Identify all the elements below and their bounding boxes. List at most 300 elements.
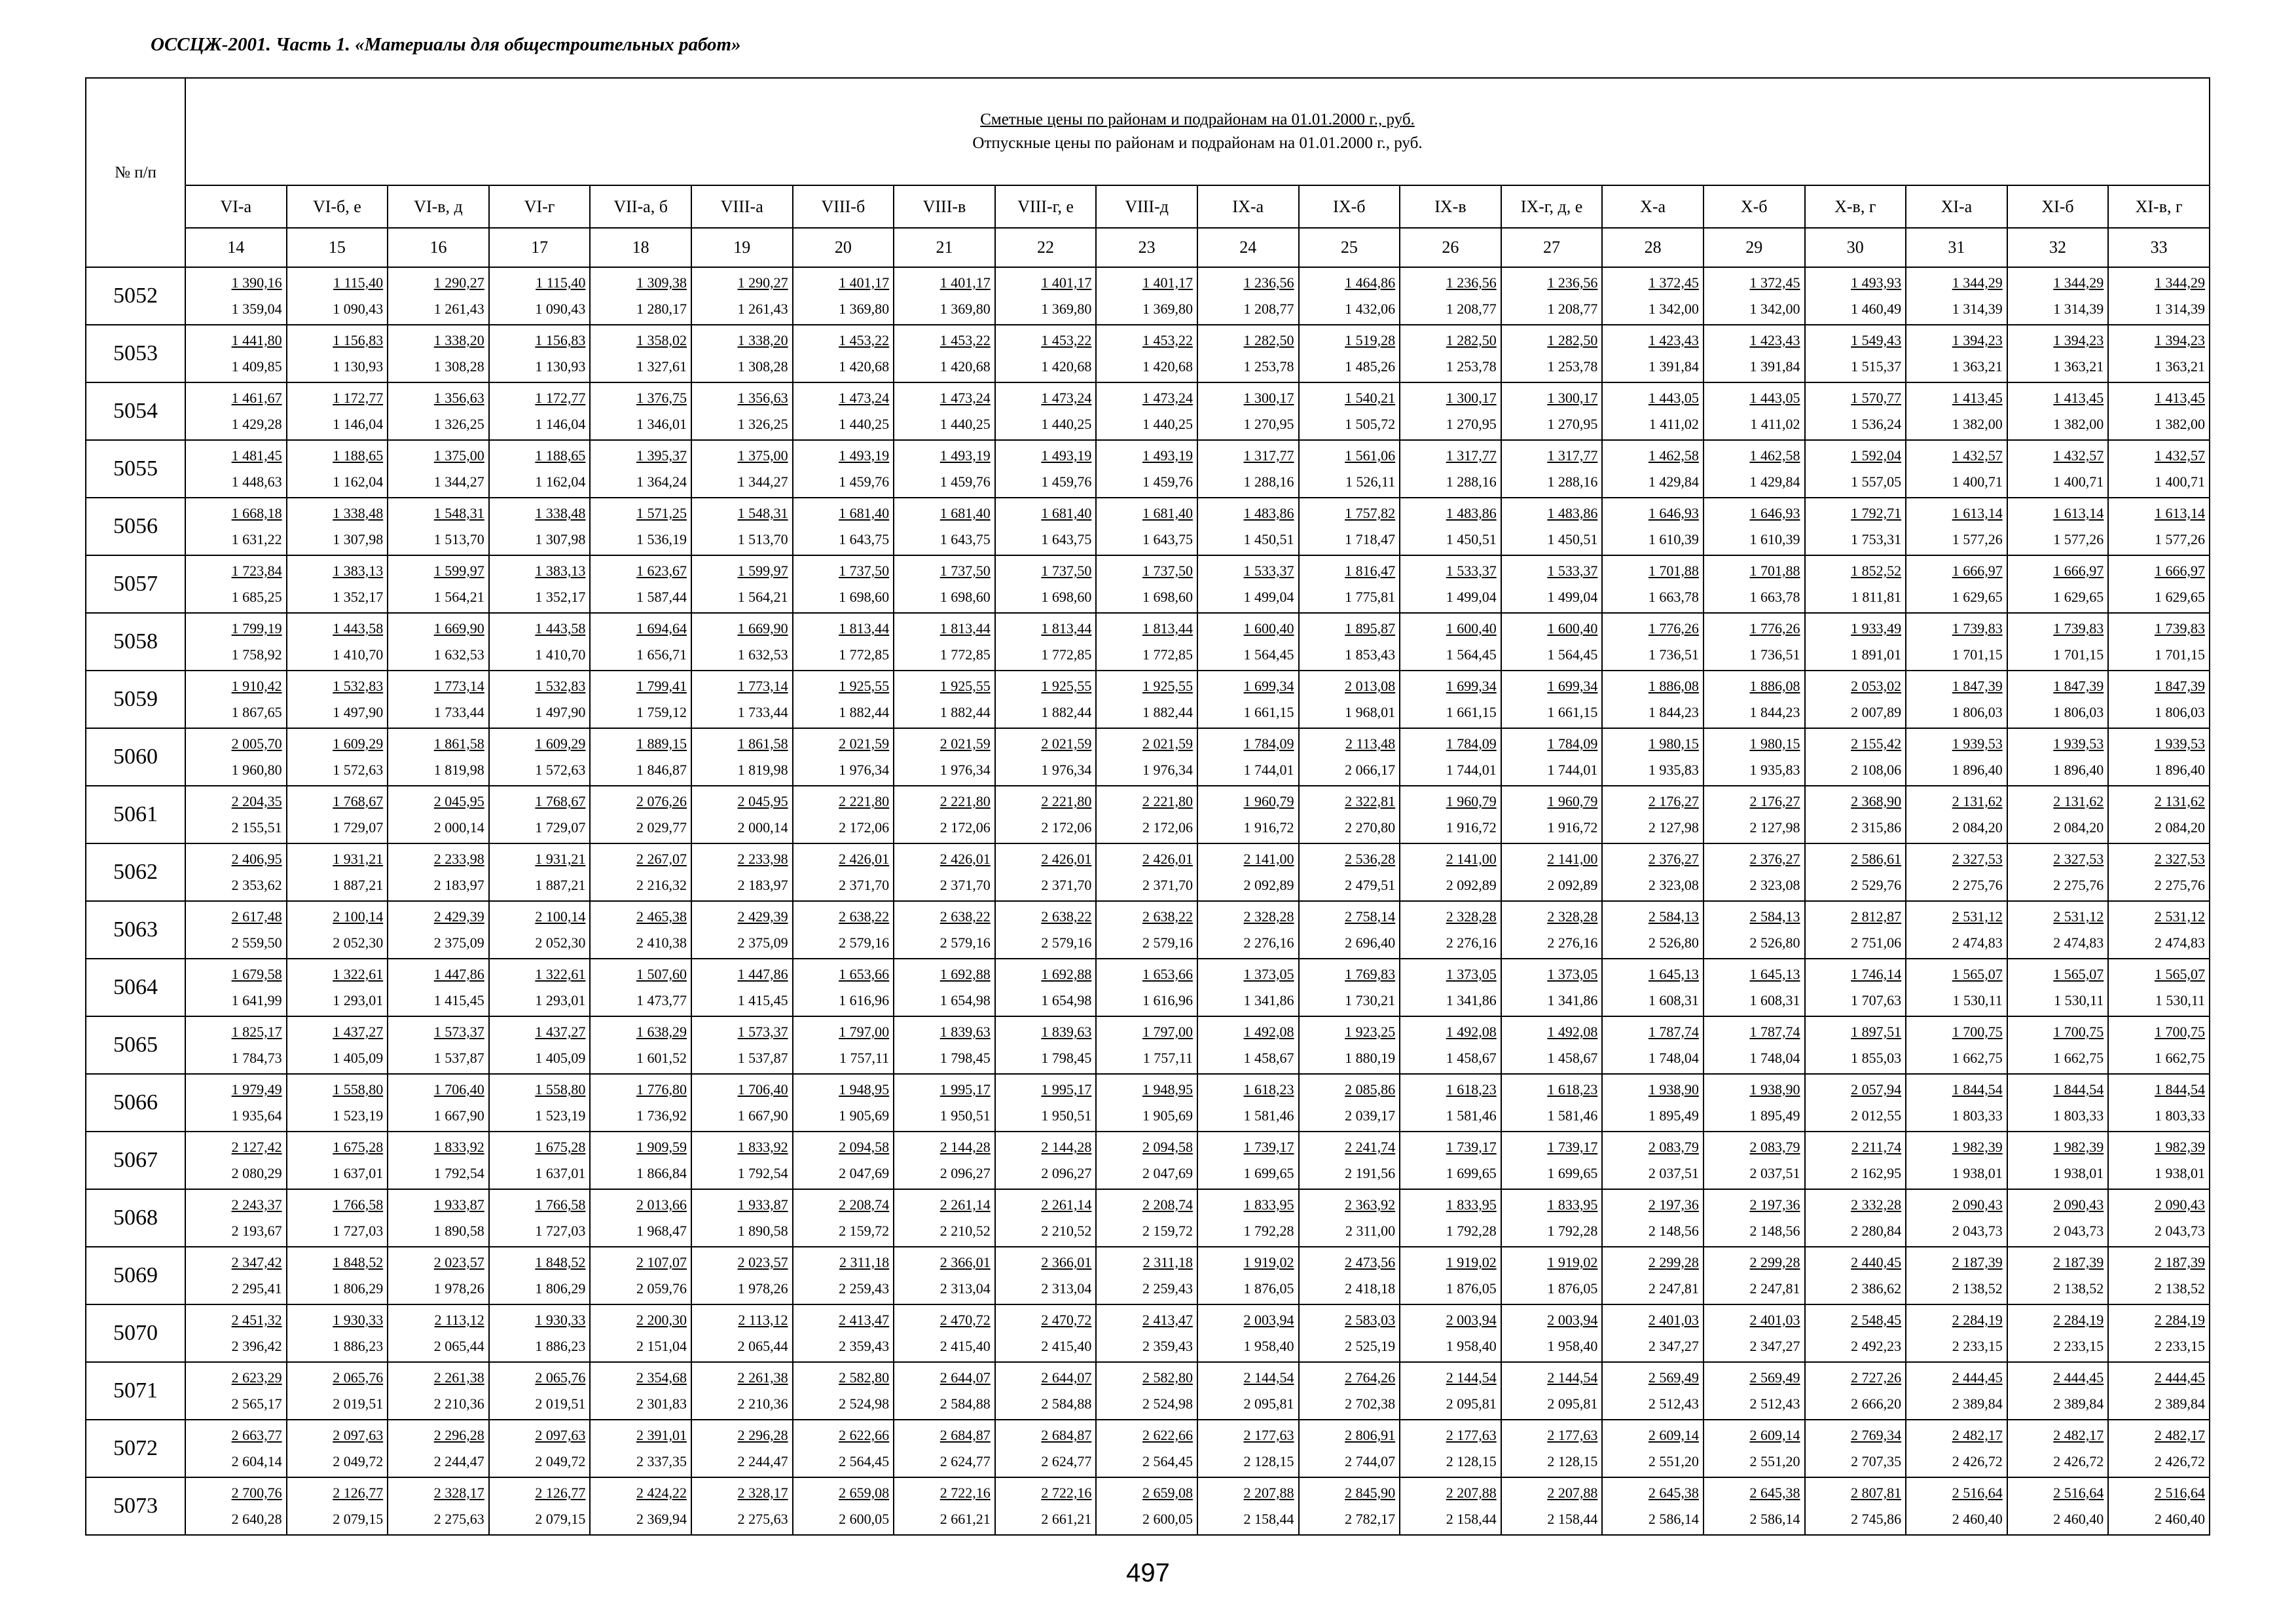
price-cell	[388, 440, 489, 498]
estimated-price: 1 861,58	[433, 735, 484, 752]
estimated-price: 2 617,48	[231, 908, 282, 925]
estimated-price: 2 328,28	[1446, 908, 1497, 925]
price-cell	[1197, 1016, 1299, 1074]
price-cell	[1602, 1362, 1704, 1420]
estimated-price: 2 097,63	[333, 1427, 384, 1443]
release-price: 2 337,35	[636, 1453, 687, 1469]
release-price: 2 172,06	[839, 819, 890, 836]
price-cell	[388, 843, 489, 901]
estimated-price: 1 401,17	[939, 274, 991, 291]
estimated-price: 2 663,77	[231, 1427, 282, 1443]
estimated-price: 2 094,58	[839, 1139, 890, 1155]
estimated-price: 2 366,01	[939, 1254, 991, 1270]
estimated-price: 2 100,14	[333, 908, 384, 925]
release-price: 2 524,98	[839, 1395, 890, 1412]
release-price: 1 935,83	[1648, 762, 1699, 778]
estimated-price: 2 569,49	[1749, 1369, 1800, 1386]
release-price: 2 158,44	[1446, 1511, 1497, 1527]
release-price: 1 887,21	[333, 877, 384, 893]
release-price: 1 513,70	[737, 531, 788, 547]
price-cell	[1906, 267, 2007, 325]
release-price: 1 866,84	[636, 1165, 687, 1181]
table-row	[86, 440, 2210, 498]
price-cell	[590, 1016, 691, 1074]
estimated-price: 1 432,57	[2155, 447, 2205, 464]
estimated-price: 2 531,12	[2155, 908, 2205, 925]
estimated-price: 2 144,54	[1243, 1369, 1294, 1386]
release-price: 2 600,05	[1142, 1511, 1193, 1527]
price-cell	[1805, 382, 1906, 440]
rowid-header: № п/п	[86, 78, 185, 267]
release-price: 1 326,25	[737, 416, 788, 432]
price-cell	[1805, 613, 1906, 671]
estimated-price: 2 845,90	[1345, 1485, 1396, 1501]
estimated-price: 2 609,14	[1648, 1427, 1699, 1443]
estimated-price: 1 473,24	[839, 390, 890, 406]
release-price: 2 162,95	[1851, 1165, 1902, 1181]
estimated-price: 1 706,40	[737, 1081, 788, 1098]
estimated-price: 2 473,56	[1345, 1254, 1396, 1270]
release-price: 2 564,45	[839, 1453, 890, 1469]
release-price: 1 792,28	[1243, 1223, 1294, 1239]
estimated-price: 1 739,17	[1446, 1139, 1497, 1155]
price-cell	[691, 1189, 793, 1247]
release-price: 2 259,43	[839, 1280, 890, 1297]
release-price: 2 148,56	[1648, 1223, 1699, 1239]
release-price: 1 346,01	[636, 416, 687, 432]
price-cell	[793, 843, 894, 901]
release-price: 1 792,28	[1446, 1223, 1497, 1239]
price-cell	[995, 325, 1097, 382]
region-header: X-б	[1704, 185, 1805, 228]
release-price: 2 579,16	[839, 934, 890, 951]
release-price: 1 882,44	[1041, 704, 1092, 720]
estimated-price: 1 290,27	[737, 274, 788, 291]
price-cell	[2007, 440, 2109, 498]
row-number: 5058	[86, 613, 185, 671]
release-price: 2 043,73	[2053, 1223, 2104, 1239]
price-cell	[1805, 671, 1906, 728]
price-cell	[1602, 325, 1704, 382]
price-cell	[691, 1247, 793, 1304]
release-price: 1 853,43	[1345, 646, 1396, 663]
estimated-price: 2 233,98	[737, 851, 788, 867]
estimated-price: 1 675,28	[535, 1139, 586, 1155]
column-number: 20	[793, 228, 894, 267]
price-cell	[1805, 1132, 1906, 1189]
estimated-price: 1 769,83	[1345, 966, 1396, 982]
release-price: 2 210,36	[433, 1395, 484, 1412]
release-price: 1 400,71	[2155, 473, 2205, 490]
release-price: 1 968,47	[636, 1223, 687, 1239]
price-cell	[2007, 613, 2109, 671]
release-price: 2 127,98	[1749, 819, 1800, 836]
price-cell	[1805, 267, 1906, 325]
estimated-price: 1 549,43	[1851, 332, 1902, 348]
price-cell	[1704, 1362, 1805, 1420]
release-price: 2 375,09	[433, 934, 484, 951]
release-price: 1 090,43	[535, 301, 586, 317]
estimated-price: 2 057,94	[1851, 1081, 1902, 1098]
release-price: 1 459,76	[1142, 473, 1193, 490]
price-cell	[1400, 555, 1501, 613]
price-cell	[590, 728, 691, 786]
estimated-price: 2 076,26	[636, 793, 687, 809]
price-cell	[1704, 959, 1805, 1016]
estimated-price: 1 394,23	[2155, 332, 2205, 348]
price-cell	[489, 728, 591, 786]
price-cell	[489, 1016, 591, 1074]
price-cell	[894, 267, 995, 325]
price-cell	[1602, 1247, 1704, 1304]
release-price: 2 661,21	[939, 1511, 991, 1527]
price-cell	[2108, 843, 2210, 901]
estimated-price: 2 131,62	[2155, 793, 2205, 809]
price-cell	[489, 1477, 591, 1535]
release-price: 1 499,04	[1547, 589, 1598, 605]
price-cell	[995, 267, 1097, 325]
estimated-price: 1 723,84	[231, 563, 282, 579]
price-cell	[1299, 728, 1400, 786]
estimated-price: 1 613,14	[2053, 505, 2104, 521]
price-cell	[388, 1132, 489, 1189]
estimated-price: 1 757,82	[1345, 505, 1396, 521]
release-price: 1 288,16	[1547, 473, 1598, 490]
estimated-price: 1 938,90	[1749, 1081, 1800, 1098]
estimated-price: 1 910,42	[231, 678, 282, 694]
release-price: 1 806,29	[333, 1280, 384, 1297]
release-price: 2 371,70	[1142, 877, 1193, 893]
release-price: 1 886,23	[333, 1338, 384, 1354]
release-price: 1 459,76	[939, 473, 991, 490]
price-cell	[1197, 325, 1299, 382]
estimated-price: 2 376,27	[1749, 851, 1800, 867]
price-cell	[894, 1247, 995, 1304]
estimated-price: 1 236,56	[1547, 274, 1598, 291]
price-cell	[590, 267, 691, 325]
release-price: 1 938,01	[2155, 1165, 2205, 1181]
estimated-price: 1 492,08	[1547, 1024, 1598, 1040]
estimated-price: 1 493,19	[939, 447, 991, 464]
release-price: 1 270,95	[1446, 416, 1497, 432]
estimated-price: 1 995,17	[1041, 1081, 1092, 1098]
price-cell	[1906, 1304, 2007, 1362]
release-price: 1 344,27	[737, 473, 788, 490]
price-cell	[894, 613, 995, 671]
estimated-price: 1 925,55	[939, 678, 991, 694]
release-price: 1 819,98	[737, 762, 788, 778]
price-cell	[489, 440, 591, 498]
release-price: 1 916,72	[1243, 819, 1294, 836]
price-cell	[894, 1074, 995, 1132]
estimated-price: 1 646,93	[1648, 505, 1699, 521]
estimated-price: 1 792,71	[1851, 505, 1902, 521]
price-cell	[287, 1247, 388, 1304]
price-cell	[1906, 1420, 2007, 1477]
estimated-price: 1 356,63	[737, 390, 788, 406]
price-cell	[590, 1132, 691, 1189]
estimated-price: 2 426,01	[1041, 851, 1092, 867]
price-cell	[1906, 382, 2007, 440]
price-cell	[1906, 843, 2007, 901]
estimated-price: 1 236,56	[1243, 274, 1294, 291]
estimated-price: 1 776,26	[1749, 620, 1800, 637]
estimated-price: 2 322,81	[1345, 793, 1396, 809]
estimated-price: 1 533,37	[1243, 563, 1294, 579]
estimated-price: 1 401,17	[839, 274, 890, 291]
release-price: 1 661,15	[1243, 704, 1294, 720]
release-price: 1 440,25	[1142, 416, 1193, 432]
price-cell	[287, 1074, 388, 1132]
price-cell	[1400, 1304, 1501, 1362]
price-cell	[793, 1016, 894, 1074]
release-price: 2 128,15	[1547, 1453, 1598, 1469]
release-price: 1 359,04	[231, 301, 282, 317]
release-price: 1 938,01	[1952, 1165, 2003, 1181]
price-cell	[1501, 1074, 1603, 1132]
release-price: 1 460,49	[1851, 301, 1902, 317]
price-cell	[1602, 1304, 1704, 1362]
estimated-price: 1 376,75	[636, 390, 687, 406]
estimated-price: 1 982,39	[1952, 1139, 2003, 1155]
estimated-price: 2 516,64	[1952, 1485, 2003, 1501]
release-price: 1 819,98	[433, 762, 484, 778]
price-cell	[995, 1132, 1097, 1189]
row-number: 5072	[86, 1420, 185, 1477]
release-price: 2 474,83	[2155, 934, 2205, 951]
estimated-price: 1 847,39	[1952, 678, 2003, 694]
price-cell	[388, 382, 489, 440]
estimated-price: 2 536,28	[1345, 851, 1396, 867]
price-cell	[1501, 901, 1603, 959]
price-cell	[2007, 1477, 2109, 1535]
price-cell	[1096, 267, 1197, 325]
release-price: 1 744,01	[1243, 762, 1294, 778]
estimated-price: 1 309,38	[636, 274, 687, 291]
estimated-price: 2 299,28	[1749, 1254, 1800, 1270]
release-price: 1 440,25	[1041, 416, 1092, 432]
price-cell	[1906, 498, 2007, 555]
estimated-price: 1 483,86	[1446, 505, 1497, 521]
price-cell	[1096, 555, 1197, 613]
estimated-price: 2 221,80	[939, 793, 991, 809]
estimated-price: 2 391,01	[636, 1427, 687, 1443]
estimated-price: 2 332,28	[1851, 1196, 1902, 1213]
price-cell	[1400, 440, 1501, 498]
price-cell	[1602, 1420, 1704, 1477]
price-cell	[388, 1304, 489, 1362]
release-price: 1 577,26	[2155, 531, 2205, 547]
release-price: 2 584,88	[1041, 1395, 1092, 1412]
release-price: 2 584,88	[939, 1395, 991, 1412]
estimated-price: 1 373,05	[1446, 966, 1497, 982]
release-price: 2 347,27	[1648, 1338, 1699, 1354]
release-price: 1 523,19	[333, 1107, 384, 1124]
release-price: 1 736,51	[1749, 646, 1800, 663]
price-cell	[995, 382, 1097, 440]
estimated-price: 2 003,94	[1446, 1312, 1497, 1328]
release-price: 1 895,49	[1749, 1107, 1800, 1124]
release-price: 2 210,52	[1041, 1223, 1092, 1239]
estimated-price: 1 492,08	[1243, 1024, 1294, 1040]
price-cell	[590, 959, 691, 1016]
estimated-price: 1 481,45	[231, 447, 282, 464]
price-cell	[1501, 843, 1603, 901]
estimated-price: 2 684,87	[1041, 1427, 1092, 1443]
price-cell	[1906, 555, 2007, 613]
estimated-price: 1 571,25	[636, 505, 687, 521]
column-number: 18	[590, 228, 691, 267]
estimated-price: 1 344,29	[2155, 274, 2205, 291]
price-cell	[2108, 1362, 2210, 1420]
release-price: 1 759,12	[636, 704, 687, 720]
release-price: 2 029,77	[636, 819, 687, 836]
price-cell	[995, 1477, 1097, 1535]
estimated-price: 2 623,29	[231, 1369, 282, 1386]
release-price: 1 564,21	[737, 589, 788, 605]
price-cell	[1400, 1016, 1501, 1074]
release-price: 2 244,47	[433, 1453, 484, 1469]
estimated-price: 1 540,21	[1345, 390, 1396, 406]
estimated-price: 2 622,66	[1142, 1427, 1193, 1443]
release-price: 1 663,78	[1648, 589, 1699, 605]
release-price: 1 405,09	[333, 1050, 384, 1066]
estimated-price: 2 141,00	[1446, 851, 1497, 867]
estimated-price: 1 462,58	[1749, 447, 1800, 464]
release-price: 2 151,04	[636, 1338, 687, 1354]
price-cell	[691, 959, 793, 1016]
estimated-price: 1 768,67	[535, 793, 586, 809]
estimated-price: 1 844,54	[2155, 1081, 2205, 1098]
price-cell	[287, 959, 388, 1016]
price-cell	[1299, 267, 1400, 325]
release-price: 2 492,23	[1851, 1338, 1902, 1354]
release-price: 1 616,96	[1142, 992, 1193, 1008]
estimated-price: 1 372,45	[1749, 274, 1800, 291]
price-cell	[894, 901, 995, 959]
estimated-price: 2 406,95	[231, 851, 282, 867]
release-price: 1 391,84	[1749, 358, 1800, 375]
estimated-price: 1 156,83	[535, 332, 586, 348]
release-price: 1 363,21	[2155, 358, 2205, 375]
estimated-price: 1 493,93	[1851, 274, 1902, 291]
release-price: 1 450,51	[1243, 531, 1294, 547]
release-price: 2 138,52	[2053, 1280, 2104, 1297]
estimated-price: 2 582,80	[839, 1369, 890, 1386]
price-cell	[388, 498, 489, 555]
price-cell	[2007, 498, 2109, 555]
price-cell	[1906, 1016, 2007, 1074]
release-price: 1 420,68	[1041, 358, 1092, 375]
price-cell	[1704, 1016, 1805, 1074]
price-cell	[590, 555, 691, 613]
price-cell	[1501, 728, 1603, 786]
release-price: 1 629,65	[2053, 589, 2104, 605]
release-price: 2 415,40	[1041, 1338, 1092, 1354]
estimated-price: 1 375,00	[737, 447, 788, 464]
price-cell	[2108, 1477, 2210, 1535]
estimated-price: 1 925,55	[1041, 678, 1092, 694]
release-price: 1 440,25	[839, 416, 890, 432]
estimated-price: 1 699,34	[1243, 678, 1294, 694]
price-cell	[2007, 671, 2109, 728]
estimated-price: 1 737,50	[939, 563, 991, 579]
estimated-price: 1 948,95	[839, 1081, 890, 1098]
price-cell	[1299, 613, 1400, 671]
price-cell	[1197, 1189, 1299, 1247]
price-cell	[1602, 843, 1704, 901]
price-cell	[2007, 382, 2109, 440]
price-cell	[894, 440, 995, 498]
release-price: 1 314,39	[1952, 301, 2003, 317]
estimated-price: 2 684,87	[939, 1427, 991, 1443]
price-cell	[1602, 555, 1704, 613]
release-price: 1 352,17	[535, 589, 586, 605]
price-cell	[590, 1074, 691, 1132]
price-cell	[185, 843, 287, 901]
price-cell	[185, 959, 287, 1016]
release-price: 1 698,60	[1142, 589, 1193, 605]
price-cell	[1805, 1016, 1906, 1074]
price-cell	[1299, 440, 1400, 498]
estimated-price: 2 083,79	[1749, 1139, 1800, 1155]
estimated-price: 1 447,86	[737, 966, 788, 982]
estimated-price: 1 338,48	[333, 505, 384, 521]
estimated-price: 1 931,21	[333, 851, 384, 867]
estimated-price: 1 919,02	[1547, 1254, 1598, 1270]
price-cell	[1704, 1132, 1805, 1189]
table-row	[86, 1016, 2210, 1074]
price-cell	[590, 325, 691, 382]
release-price: 1 662,75	[2053, 1050, 2104, 1066]
estimated-price: 2 090,43	[2155, 1196, 2205, 1213]
estimated-price: 2 328,17	[433, 1485, 484, 1501]
estimated-price: 1 787,74	[1648, 1024, 1699, 1040]
release-price: 2 359,43	[839, 1338, 890, 1354]
estimated-price: 2 127,42	[231, 1139, 282, 1155]
estimated-price: 2 005,70	[231, 735, 282, 752]
release-price: 1 314,39	[2155, 301, 2205, 317]
estimated-price: 2 584,13	[1648, 908, 1699, 925]
estimated-price: 1 561,06	[1345, 447, 1396, 464]
estimated-price: 1 372,45	[1648, 274, 1699, 291]
estimated-price: 2 659,08	[1142, 1485, 1193, 1501]
estimated-price: 2 013,08	[1345, 678, 1396, 694]
estimated-price: 2 638,22	[1142, 908, 1193, 925]
estimated-price: 1 338,20	[737, 332, 788, 348]
price-cell	[2108, 267, 2210, 325]
price-cell	[995, 728, 1097, 786]
price-cell	[185, 1074, 287, 1132]
region-header: XI-а	[1906, 185, 2007, 228]
release-price: 1 699,65	[1243, 1165, 1294, 1181]
estimated-price: 2 470,72	[1041, 1312, 1092, 1328]
price-cell	[185, 1247, 287, 1304]
release-price: 2 247,81	[1648, 1280, 1699, 1297]
release-price: 2 128,15	[1243, 1453, 1294, 1469]
release-price: 2 275,76	[2155, 877, 2205, 893]
release-price: 2 512,43	[1648, 1395, 1699, 1412]
estimated-price: 2 177,63	[1547, 1427, 1598, 1443]
release-price: 2 084,20	[2155, 819, 2205, 836]
estimated-price: 2 141,00	[1547, 851, 1598, 867]
release-price: 2 059,76	[636, 1280, 687, 1297]
estimated-price: 2 444,45	[2053, 1369, 2104, 1386]
release-price: 1 515,37	[1851, 358, 1902, 375]
column-number: 31	[1906, 228, 2007, 267]
estimated-price: 1 995,17	[939, 1081, 991, 1098]
release-price: 1 736,92	[636, 1107, 687, 1124]
